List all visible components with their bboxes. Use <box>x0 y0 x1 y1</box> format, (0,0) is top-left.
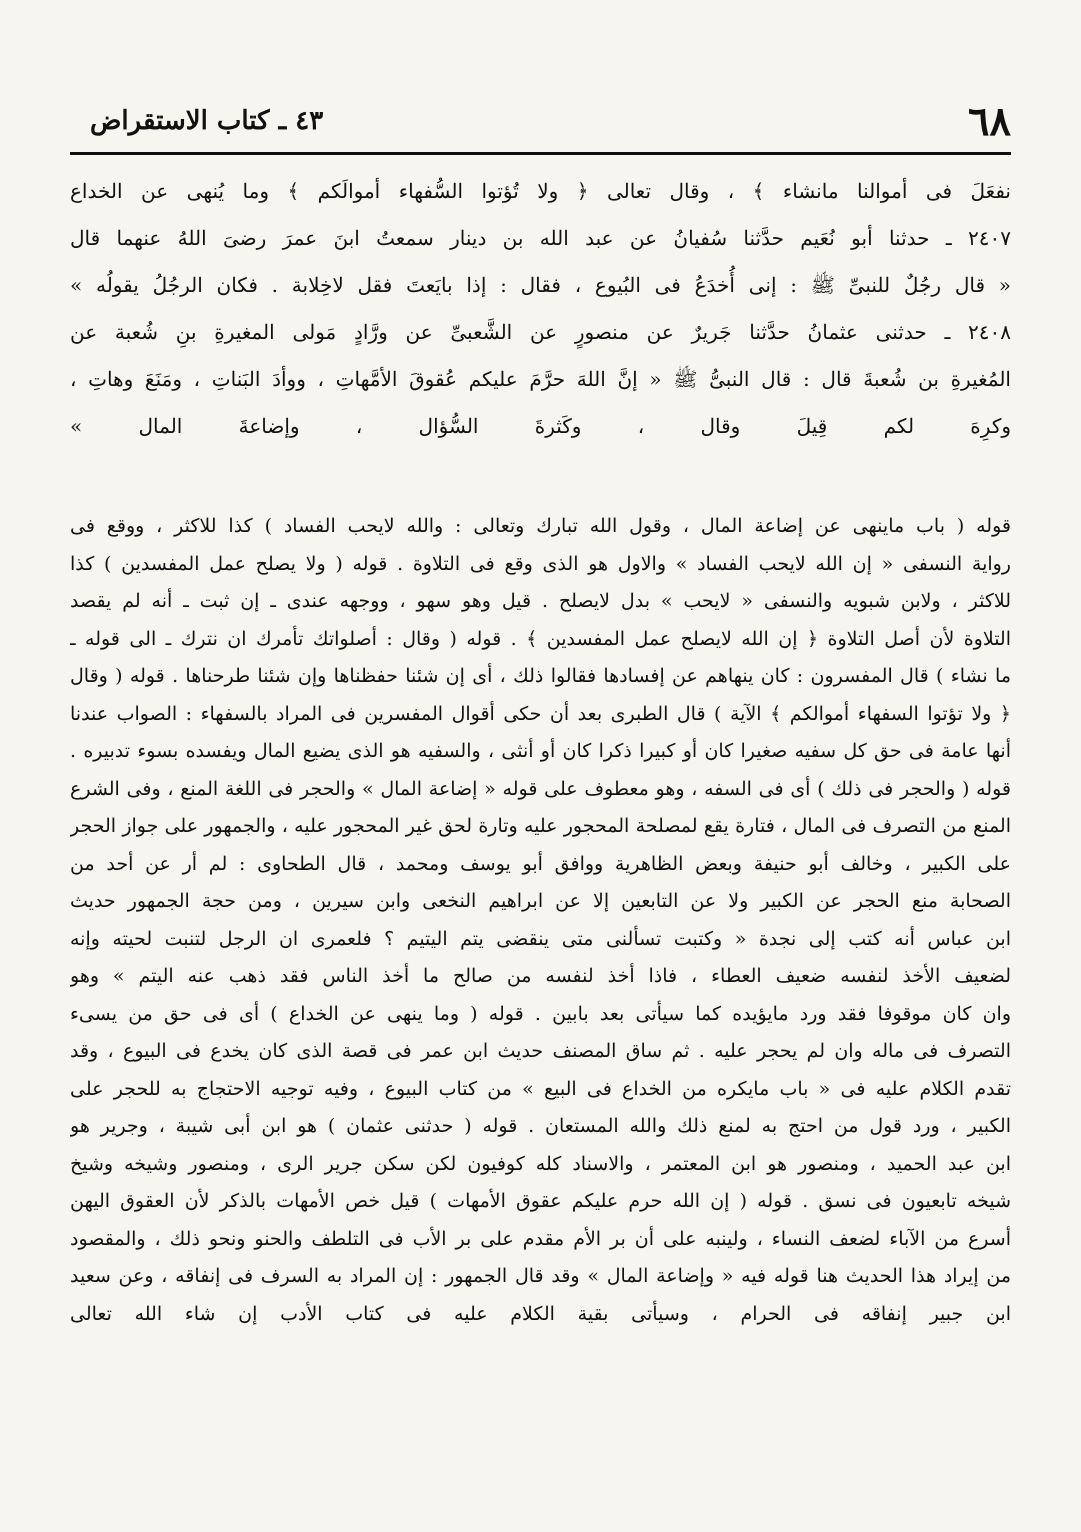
commentary-line: وان كان موقوفا فقد ورد مايؤيده كما سيأتى بعد بابين . قوله ( وما ينهى عن الخداع ) أى فى حق من يسىء <box>70 1002 1011 1025</box>
commentary-line: تقدم الكلام عليه فى « باب مايكره من الخداع فى البيع » من كتاب البيوع ، وفيه توجيه الاحتجاج به للحجر على <box>70 1077 1011 1100</box>
hadith-line: وكرِهَ لكم قِيلَ وقال ، وكَثرةَ السُّؤال ، وإضاعةَ المال » <box>70 414 1011 438</box>
header-divider <box>70 152 1011 155</box>
commentary-line: من إيراد هذا الحديث هنا قوله فيه « وإضاعة المال » وقد قال الجمهور : إن المراد به السرف فى إنفاقه ، وعن سعيد <box>70 1265 1011 1287</box>
commentary-line: شيخه تابعيون فى نسق . قوله ( إن الله حرم عليكم عقوق الأمهات ) قيل خص الأمهات بالذكر لأن العقوق اليهن <box>70 1190 1011 1212</box>
commentary-line: قوله ( باب ماينهى عن إضاعة المال ، وقول الله تبارك وتعالى : والله لايحب الفساد ) كذا للاكثر ، ووقع فى <box>70 515 1011 537</box>
commentary-line: ابن جبير إنفاقه فى الحرام ، وسيأتى بقية الكلام عليه فى كتاب الأدب إن شاء الله تعالى <box>70 1302 1011 1325</box>
commentary-line: رواية النسفى « إن الله لايحب الفساد » والاول هو الذى وقع فى التلاوة . قوله ( ولا يصلح عمل المفسدين ) كذا <box>70 552 1011 575</box>
commentary-line: لضعيف الأخذ لنفسه ضعيف العطاء ، فاذا أخذ لنفسه من صالح ما أخذ الناس فقد ذهب عنه اليتم » وهو <box>70 965 1011 987</box>
page-number: ٦٨ <box>968 98 1011 145</box>
hadith-line: نفعَلَ فى أموالنا مانشاء ﴾ ، وقال تعالى ﴿ ولا تُؤتوا السُّفهاء أموالَكم ﴾ وما يُنهى عن الخداع <box>70 179 1011 203</box>
commentary-line: ما نشاء ) قال المفسرون : كان ينهاهم عن إفسادها فقالوا ذلك ، أى إن شئنا حفظناها وإن شئنا طرحناها . قوله ( وقال <box>70 665 1011 687</box>
commentary-line: أسرع من الآباء لضعف النساء ، ولينبه على أن بر الأم مقدم على بر الأب فى التلطف والحنو ونحو ذلك ، والمقصود <box>70 1227 1011 1250</box>
commentary-line: التصرف فى ماله وان لم يحجر عليه . ثم ساق المصنف حديث ابن عمر فى قصة الذى كان يخدع فى البيوع ، وقد <box>70 1040 1011 1062</box>
hadith-line: « قال رجُلٌ للنبىِّ ﷺ : إنى أُخدَعُ فى البُيوع ، فقال : إذا بايَعتَ فقل لاخِلابة . فكان الرجُلُ يقولُه » <box>70 273 1011 297</box>
commentary-line: المنع من التصرف فى المال ، فتارة يقع لمصلحة المحجور عليه وتارة لحق غير المحجور عليه ، والجمهور على جواز الحجر <box>70 815 1011 837</box>
commentary-line: ابن عباس أنه كتب إلى نجدة « وكتبت تسألنى متى ينقضى يتم اليتيم ؟ فلعمرى ان الرجل لتنبت لحيته وإنه <box>70 927 1011 950</box>
commentary-line: ابن عبد الحميد ، ومنصور هو ابن المعتمر ، والاسناد كله كوفيون لكن سكن جرير الرى ، ومنصور وشيخه وشيخ <box>70 1152 1011 1175</box>
commentary-section <box>70 508 1011 1333</box>
hadith-section <box>70 168 1011 450</box>
commentary-line: الصحابة منع الحجر عن الكبير ولا عن التابعين إلا عن ابراهيم النخعى وابن سيرين ، ومن حجة الجمهور حديث <box>70 890 1011 912</box>
commentary-line: ﴿ ولا تؤتوا السفهاء أموالكم ﴾ الآية ) قال الطبرى بعد أن حكى أقوال المفسرين فى المراد بالسفهاء : الصواب عندنا <box>70 702 1011 725</box>
hadith-line: ٢٤٠٧ ـ حدثنا أبو نُعَيم حدَّثنا سُفيانُ عن عبد الله بن دينار سمعتُ ابنَ عمرَ رضىَ اللهُ عنهما قال <box>70 226 1011 250</box>
hadith-line: ٢٤٠٨ ـ حدثنى عثمانُ حدَّثنا جَريرٌ عن منصورٍ عن الشَّعبىِّ عن ورَّادٍ مَولى المغيرةِ بنِ شُعبة عن <box>70 320 1011 344</box>
commentary-line: التلاوة لأن أصل التلاوة ﴿ إن الله لايصلح عمل المفسدين ﴾ . قوله ( وقال : أصلواتك تأمرك ان نترك ـ الى قوله ـ <box>70 627 1011 650</box>
page-header <box>70 92 1011 154</box>
commentary-line: على الكبير ، وخالف أبو حنيفة وبعض الظاهرية ووافق أبو يوسف ومحمد ، قال الطحاوى : لم أر عن أحد من <box>70 852 1011 875</box>
commentary-line: الكبير ، ورد قول من احتج به لمنع ذلك والله المستعان . قوله ( حدثنى عثمان ) هو ابن أبى شيبة ، وجرير هو <box>70 1115 1011 1137</box>
hadith-line: المُغيرةِ بن شُعبةَ قال : قال النبىُّ ﷺ « إنَّ اللهَ حرَّمَ عليكم عُقوقَ الأمَّهاتِ ، ووأدَ البَناتِ ، ومَنَعَ وهاتِ ، <box>70 367 1011 391</box>
book-title: ٤٣ ـ كتاب الاستقراض <box>90 106 324 136</box>
commentary-line: أنها عامة فى حق كل سفيه صغيرا كان أو كبيرا ذكرا كان أو أنثى ، والسفيه هو الذى يضيع المال ويفسده بسوء تدبيره . <box>70 740 1011 762</box>
commentary-line: قوله ( والحجر فى ذلك ) أى فى السفه ، وهو معطوف على قوله « إضاعة المال » والحجر فى اللغة المنع ، وفى الشرع <box>70 777 1011 800</box>
commentary-line: للاكثر ، ولابن شبويه والنسفى « لايحب » بدل لايصلح . قيل وهو سهو ، ووجهه عندى ـ إن ثبت ـ أنه لم يقصد <box>70 590 1011 612</box>
